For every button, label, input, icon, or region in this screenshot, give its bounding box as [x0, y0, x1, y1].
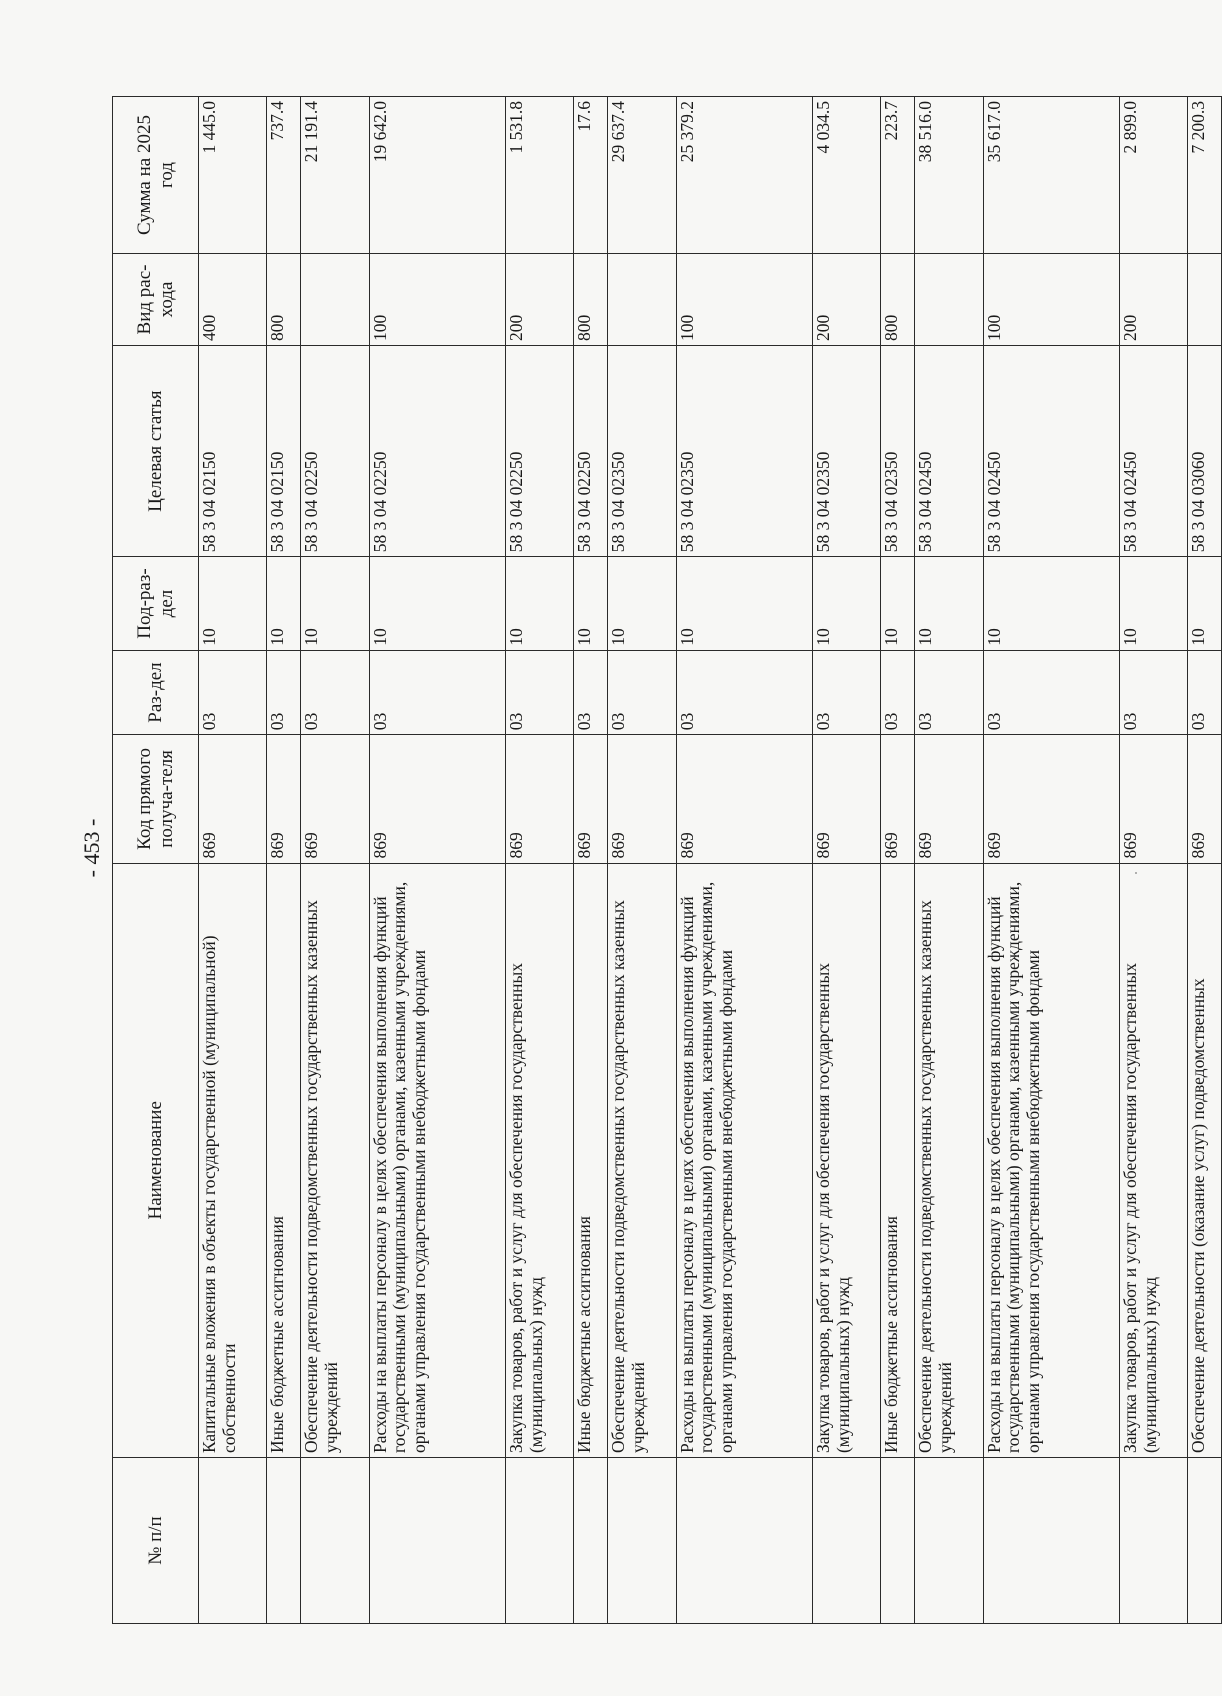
cell-section: 03 [1187, 650, 1221, 734]
table-row [506, 97, 574, 1624]
cell-sum: 38 516.0 [914, 97, 983, 254]
cell-name: Расходы на выплаты персоналу в целях обеспечения выполнения функций государственными (муниципальными) органами, казенными учреждениями, органами управления государственными внебюджетными фондами [983, 863, 1119, 1458]
cell-name: Обеспечение деятельности подведомственных государственных казенных учреждений [300, 863, 369, 1458]
header-sum-2025: Сумма на 2025 год [113, 97, 199, 254]
cell-sum: 19 642.0 [369, 97, 505, 254]
cell-expense-type: 400 [199, 253, 267, 345]
cell-target-article: 58 3 04 03060 [1187, 346, 1221, 557]
cell-num [1120, 1458, 1188, 1624]
cell-target-article: 58 3 04 02450 [914, 346, 983, 557]
cell-expense-type [1187, 253, 1221, 345]
cell-sum: 25 379.2 [676, 97, 812, 254]
cell-num [300, 1458, 369, 1624]
cell-name: Закупка товаров, работ и услуг для обеспечения государственных (муниципальных) нужд [813, 863, 881, 1458]
cell-name: Обеспечение деятельности подведомственных государственных казенных учреждений [914, 863, 983, 1458]
cell-subsection: 10 [506, 557, 574, 651]
cell-name: Капитальные вложения в объекты государственной (муниципальной) собственности [199, 863, 267, 1458]
table-row [676, 97, 812, 1624]
cell-section: 03 [266, 650, 300, 734]
cell-target-article: 58 3 04 02250 [573, 346, 607, 557]
cell-recipient-code: 869 [573, 735, 607, 863]
cell-subsection: 10 [266, 557, 300, 651]
cell-num [266, 1458, 300, 1624]
cell-recipient-code: 869 [506, 735, 574, 863]
cell-section: 03 [813, 650, 881, 734]
cell-num [573, 1458, 607, 1624]
table-row [266, 97, 300, 1624]
cell-expense-type: 200 [1120, 253, 1188, 345]
cell-recipient-code: 869 [266, 735, 300, 863]
cell-sum: 21 191.4 [300, 97, 369, 254]
cell-expense-type [607, 253, 676, 345]
cell-expense-type: 800 [266, 253, 300, 345]
table-row [813, 97, 881, 1624]
cell-target-article: 58 3 04 02450 [983, 346, 1119, 557]
cell-expense-type: 100 [983, 253, 1119, 345]
cell-sum: 1 531.8 [506, 97, 574, 254]
cell-sum: 17.6 [573, 97, 607, 254]
cell-expense-type: 200 [813, 253, 881, 345]
cell-expense-type [914, 253, 983, 345]
cell-section: 03 [676, 650, 812, 734]
table-row [199, 97, 267, 1624]
header-section: Раз-дел [113, 650, 199, 734]
header-expense-type: Вид рас-хода [113, 253, 199, 345]
cell-target-article: 58 3 04 02450 [1120, 346, 1188, 557]
table-row [607, 97, 676, 1624]
cell-recipient-code: 869 [1187, 735, 1221, 863]
cell-subsection: 10 [983, 557, 1119, 651]
cell-section: 03 [880, 650, 914, 734]
cell-name: Иные бюджетные ассигнования [573, 863, 607, 1458]
table-row [369, 97, 505, 1624]
cell-section: 03 [506, 650, 574, 734]
cell-target-article: 58 3 04 02150 [199, 346, 267, 557]
cell-num [914, 1458, 983, 1624]
cell-expense-type: 800 [880, 253, 914, 345]
cell-subsection: 10 [1120, 557, 1188, 651]
cell-subsection: 10 [607, 557, 676, 651]
cell-expense-type [300, 253, 369, 345]
cell-subsection: 10 [813, 557, 881, 651]
cell-section: 03 [914, 650, 983, 734]
cell-subsection: 10 [676, 557, 812, 651]
cell-sum: 1 445.0 [199, 97, 267, 254]
header-num: № п/п [113, 1458, 199, 1624]
rotated-page [112, 96, 1222, 1624]
cell-subsection: 10 [199, 557, 267, 651]
table-row [880, 97, 914, 1624]
cell-recipient-code: 869 [369, 735, 505, 863]
cell-target-article: 58 3 04 02250 [369, 346, 505, 557]
cell-recipient-code: 869 [607, 735, 676, 863]
table-row [300, 97, 369, 1624]
cell-num [1187, 1458, 1221, 1624]
cell-num [676, 1458, 812, 1624]
cell-target-article: 58 3 04 02350 [607, 346, 676, 557]
cell-name: Расходы на выплаты персоналу в целях обеспечения выполнения функций государственными (муниципальными) органами, казенными учреждениями, органами управления государственными внебюджетными фондами [369, 863, 505, 1458]
cell-subsection: 10 [880, 557, 914, 651]
cell-subsection: 10 [369, 557, 505, 651]
cell-name: Расходы на выплаты персоналу в целях обеспечения выполнения функций государственными (муниципальными) органами, казенными учреждениями, органами управления государственными внебюджетными фондами [676, 863, 812, 1458]
table-row [573, 97, 607, 1624]
cell-num [607, 1458, 676, 1624]
cell-sum: 29 637.4 [607, 97, 676, 254]
header-recipient-code: Код прямого получа-теля [113, 735, 199, 863]
table-row [1187, 97, 1221, 1624]
cell-num [199, 1458, 267, 1624]
cell-target-article: 58 3 04 02350 [676, 346, 812, 557]
cell-recipient-code: 869 [813, 735, 881, 863]
cell-num [813, 1458, 881, 1624]
cell-num [983, 1458, 1119, 1624]
cell-num [506, 1458, 574, 1624]
cell-target-article: 58 3 04 02350 [880, 346, 914, 557]
cell-name: Иные бюджетные ассигнования [880, 863, 914, 1458]
cell-target-article: 58 3 04 02150 [266, 346, 300, 557]
cell-section: 03 [199, 650, 267, 734]
cell-section: 03 [983, 650, 1119, 734]
cell-name: Закупка товаров, работ и услуг для обеспечения государственных (муниципальных) нужд [506, 863, 574, 1458]
cell-section: 03 [607, 650, 676, 734]
cell-sum: 4 034.5 [813, 97, 881, 254]
cell-recipient-code: 869 [914, 735, 983, 863]
cell-expense-type: 100 [676, 253, 812, 345]
header-target-article: Целевая статья [113, 346, 199, 557]
cell-sum: 223.7 [880, 97, 914, 254]
page-number: - 453 - [79, 818, 104, 878]
cell-section: 03 [300, 650, 369, 734]
cell-name: Закупка товаров, работ и услуг для обеспечения государственных (муниципальных) нужд [1120, 863, 1188, 1458]
header-name: Наименование [113, 863, 199, 1458]
cell-target-article: 58 3 04 02350 [813, 346, 881, 557]
cell-sum: 2 899.0 [1120, 97, 1188, 254]
table-row [1120, 97, 1188, 1624]
cell-section: 03 [573, 650, 607, 734]
cell-expense-type: 800 [573, 253, 607, 345]
table-row [914, 97, 983, 1624]
cell-name: Обеспечение деятельности подведомственных государственных казенных учреждений [607, 863, 676, 1458]
cell-recipient-code: 869 [300, 735, 369, 863]
cell-name: Иные бюджетные ассигнования [266, 863, 300, 1458]
cell-subsection: 10 [300, 557, 369, 651]
cell-sum: 737.4 [266, 97, 300, 254]
cell-name: Обеспечение деятельности (оказание услуг) подведомственных [1187, 863, 1221, 1458]
table-header-row [113, 97, 199, 1624]
header-subsection: Под-раз-дел [113, 557, 199, 651]
cell-expense-type: 100 [369, 253, 505, 345]
cell-target-article: 58 3 04 02250 [300, 346, 369, 557]
cell-sum: 35 617.0 [983, 97, 1119, 254]
cell-num [880, 1458, 914, 1624]
cell-sum: 7 200.3 [1187, 97, 1221, 254]
cell-subsection: 10 [1187, 557, 1221, 651]
cell-recipient-code: 869 [880, 735, 914, 863]
cell-subsection: 10 [573, 557, 607, 651]
cell-subsection: 10 [914, 557, 983, 651]
budget-table [112, 96, 1222, 1624]
cell-target-article: 58 3 04 02250 [506, 346, 574, 557]
cell-recipient-code: 869 [199, 735, 267, 863]
table-row [983, 97, 1119, 1624]
cell-section: 03 [369, 650, 505, 734]
cell-expense-type: 200 [506, 253, 574, 345]
cell-num [369, 1458, 505, 1624]
cell-recipient-code: 869 [983, 735, 1119, 863]
cell-recipient-code: 869 [1120, 735, 1188, 863]
cell-recipient-code: 869 [676, 735, 812, 863]
cell-section: 03 [1120, 650, 1188, 734]
